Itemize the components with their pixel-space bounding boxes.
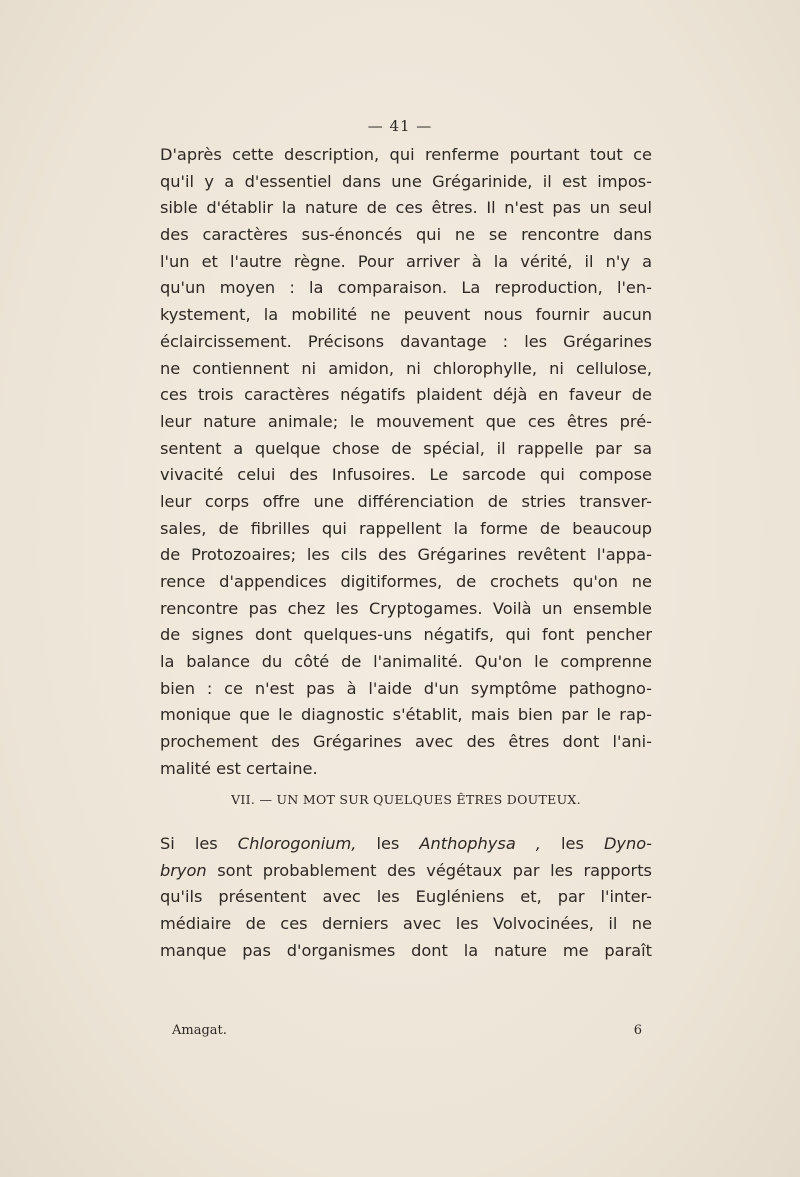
text-line: leur nature animale; le mouvement que ces êtres pré- [160, 411, 652, 431]
text-line: de signes dont quelques-uns négatifs, qui font pencher [160, 625, 652, 645]
section-heading: VII. — UN MOT SUR QUELQUES ÊTRES DOUTEUX. [231, 792, 581, 807]
text-line: qu'ils présentent avec les Eugléniens et, par l'inter- [160, 887, 652, 907]
text-line: ne contiennent ni amidon, ni chlorophylle, ni cellulose, [160, 358, 652, 378]
text-line: médiaire de ces derniers avec les Volvocinées, il ne [160, 914, 652, 934]
text-line: l'un et l'autre règne. Pour arriver à la vérité, il n'y a [160, 251, 652, 271]
text-line: bryon sont probablement des végétaux par les rapports [160, 860, 652, 880]
text-line: leur corps offre une différenciation de stries transver- [160, 491, 652, 511]
printer-signature: Amagat. [172, 1023, 227, 1038]
text-line: rence d'appendices digitiformes, de crochets qu'on ne [160, 572, 652, 591]
text-line: la balance du côté de l'animalité. Qu'on le comprenne [160, 652, 652, 672]
text-line: qu'un moyen : la comparaison. La reproduction, l'en- [160, 278, 652, 298]
text-line: rencontre pas chez les Cryptogames. Voilà un ensemble [160, 598, 652, 618]
text-line: prochement des Grégarines avec des êtres dont l'ani- [160, 732, 652, 752]
page-footer [172, 1023, 642, 1038]
text-line: malité est certaine. [160, 758, 318, 778]
text-line: sentent a quelque chose de spécial, il rappelle par sa [160, 438, 652, 458]
genus-chlorogonium: Chlorogonium, [237, 834, 357, 853]
text-line: vivacité celui des Infusoires. Le sarcode qui compose [160, 465, 652, 485]
text-line: Si les Chlorogonium, les Anthophysa , les Dyno- [160, 834, 652, 853]
text-line: D'après cette description, qui renferme pourtant tout ce [160, 145, 652, 164]
text-line: sales, de fibrilles qui rappellent la forme de beaucoup [160, 518, 652, 538]
sheet-number: 6 [633, 1023, 642, 1038]
page-number: — 41 — [367, 117, 433, 135]
text-line: kystement, la mobilité ne peuvent nous fournir aucun [160, 305, 652, 325]
text-line: qu'il y a d'essentiel dans une Grégarinide, il est impos- [160, 171, 652, 191]
text-line: de Protozoaires; les cils des Grégarines revêtent l'appa- [160, 545, 652, 565]
main-paragraph [160, 142, 652, 783]
text-line: ces trois caractères négatifs plaident déjà en faveur de [160, 385, 652, 405]
text-line: des caractères sus-énoncés qui ne se rencontre dans [160, 225, 652, 245]
genus-dynobryon-part2: bryon [160, 860, 207, 880]
text-line: manque pas d'organismes dont la nature me paraît [160, 940, 652, 960]
genus-anthophysa: Anthophysa , [419, 834, 541, 853]
second-paragraph [160, 831, 652, 964]
text-line: bien : ce n'est pas à l'aide d'un symptôme pathogno- [160, 678, 652, 698]
genus-dynobryon-part1: Dyno- [603, 834, 652, 853]
text-line: monique que le diagnostic s'établit, mais bien par le rap- [160, 705, 652, 725]
text-line: sible d'établir la nature de ces êtres. Il n'est pas un seul [160, 198, 652, 218]
text-line: éclaircissement. Précisons davantage : les Grégarines [160, 331, 652, 351]
